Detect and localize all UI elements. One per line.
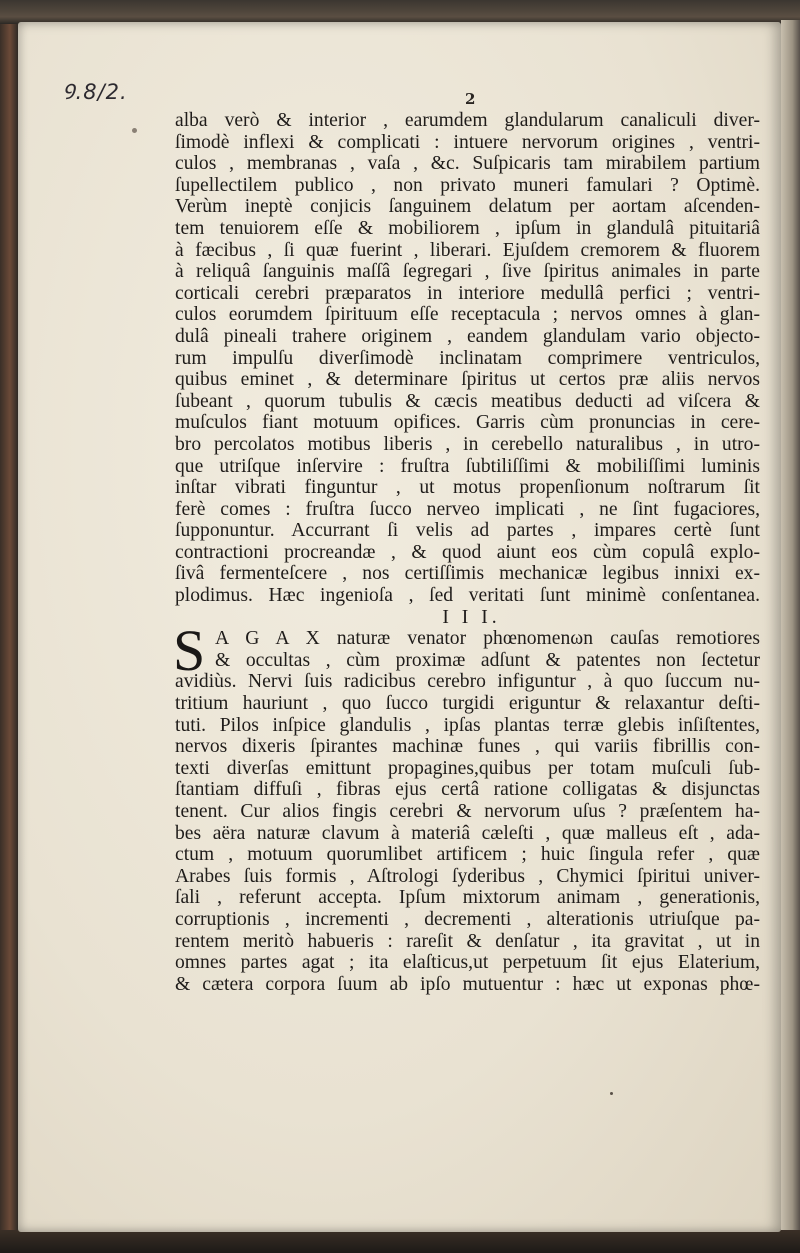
drop-cap: S bbox=[173, 618, 206, 684]
paragraph-two-opening bbox=[175, 628, 760, 671]
text-line: nervos dixeris ſpirantes machinæ funes , qui variis fibrillis con- bbox=[175, 736, 760, 758]
text-line: que utriſque inſervire : fruſtra ſubtiliſſimi & mobiliſſimi luminis bbox=[175, 455, 760, 477]
text-line: ſtantiam diffuſi , fibras ejus certâ ratione colligatas & disjunctas bbox=[175, 779, 760, 801]
text-line: Verùm ineptè conjicis ſanguinem delatum per aortam aſcenden- bbox=[175, 196, 760, 218]
text-line: quibus eminet , & determinare ſpiritus ut certos præ aliis nervos bbox=[175, 369, 760, 391]
text-line: texti diverſas emittunt propagines,quibus per totam muſculi ſub- bbox=[175, 757, 760, 779]
paragraph-two-body bbox=[175, 671, 760, 995]
text-line: tuti. Pilos inſpice glandulis , ipſas plantas terræ glebis inſiſtentes, bbox=[175, 714, 760, 736]
body-text bbox=[175, 110, 760, 995]
text-line: à reliquâ ſanguinis maſſâ ſegregari , ſive ſpiritus animales in parte bbox=[175, 261, 760, 283]
text-line: bes aëra naturæ clavum à materiâ cæleſti , quæ malleus eſt , ada- bbox=[175, 822, 760, 844]
text-line: ſubeant , quorum tubulis & cæcis meatibus deducti ad viſcera & bbox=[175, 390, 760, 412]
text-line: dulâ pineali trahere originem , eandem glandulam vario objecto- bbox=[175, 325, 760, 347]
text-line: avidiùs. Nervi ſuis radicibus cerebro infiguntur , à quo ſuccum nu- bbox=[175, 671, 760, 693]
ink-speck bbox=[132, 128, 137, 133]
text-line: corruptionis , incrementi , decrementi , alterationis utriuſque pa- bbox=[175, 908, 760, 930]
text-line: inſtar vibrati finguntur , ut motus propenſionum noſtrarum ſit bbox=[175, 477, 760, 499]
text-line: à fæcibus , ſi quæ fuerint , liberari. Ejuſdem cremorem & fluorem bbox=[175, 239, 760, 261]
next-page-edge bbox=[781, 20, 800, 1235]
text-line: ſali , referunt accepta. Ipſum mixtorum animam , generationis, bbox=[175, 887, 760, 909]
paragraph-one bbox=[175, 110, 760, 607]
text-line: tenent. Cur alios fingis cerebri & nervorum uſus ? præſentem ha- bbox=[175, 801, 760, 822]
ink-speck bbox=[610, 1092, 613, 1095]
text-line: muſculos fiant motuum opifices. Garris cùm pronuncias in cere- bbox=[175, 412, 760, 434]
text-line: ferè comes : fruſtra ſucco nerveo implicati , ne ſint fugaciores, bbox=[175, 498, 760, 520]
text-line: rum impulſu diverſimodè inclinatam comprimere ventriculos, bbox=[175, 347, 760, 369]
text-line: plodimus. Hæc ingenioſa , ſed veritati ſunt minimè conſentanea. bbox=[175, 585, 760, 607]
text-line: culos eorumdem ſpirituum eſſe receptacula ; nervos omnes à glan- bbox=[175, 304, 760, 326]
text-line: bro percolatos motibus liberis , in cerebello naturalibus , in utro- bbox=[175, 433, 760, 455]
text-line: ſupponuntur. Accurrant ſi velis ad partes , impares certè ſunt bbox=[175, 520, 760, 542]
text-line: Arabes ſuis formis , Aſtrologi ſyderibus , Chymici ſpiritui univer- bbox=[175, 865, 760, 887]
text-line: ſimodè inflexi & complicati : intuere nervorum origines , ventri- bbox=[175, 131, 760, 153]
text-line: tritium hauriunt , quo ſucco turgidi eriguntur & relaxantur deſti- bbox=[175, 693, 760, 715]
text-line: ctum , motuum quorumlibet artificem ; huic ſingula refer , quæ bbox=[175, 844, 760, 866]
text-line: culos , membranas , vaſa , &c. Suſpicaris tam mirabilem partium bbox=[175, 153, 760, 175]
text-line: corticali cerebri præparatos in interiore medullâ perfici ; ventri- bbox=[175, 282, 760, 304]
text-line: ſivâ fermenteſcere , nos certiſſimis mechanicæ legibus innixi ex- bbox=[175, 563, 760, 585]
section-number: I I I. bbox=[442, 606, 501, 628]
text-line: contractioni procreandæ , & quod aiunt eos cùm copulâ explo- bbox=[175, 541, 760, 563]
text-line: rentem meritò habueris : rareſit & denſatur , ita gravitat , ut in bbox=[175, 930, 760, 952]
bottom-edge bbox=[0, 1230, 800, 1253]
text-line: omnes partes agat ; ita elaſticus,ut perpetuum ſit ejus Elaterium, bbox=[175, 952, 760, 974]
paragraph-two bbox=[173, 618, 760, 995]
text-line: A G A X naturæ venator phœnomenωn cauſas remotiores bbox=[215, 628, 760, 650]
text-line: & occultas , cùm proximæ adſunt & patentes non ſectetur bbox=[215, 649, 760, 671]
text-line: & cætera corpora ſuum ab ipſo mutuentur : hæc ut exponas phœ- bbox=[175, 973, 760, 995]
page-number: 2 bbox=[465, 90, 476, 108]
top-binding-edge bbox=[0, 0, 800, 24]
text-line: ſupellectilem publico , non privato muneri famulari ? Optimè. bbox=[175, 174, 760, 196]
text-line: tem tenuiorem eſſe & mobiliorem , ipſum in glandulâ pituitariâ bbox=[175, 217, 760, 239]
text-line: alba verò & interior , earumdem glandularum canaliculi diver- bbox=[175, 110, 760, 131]
handwritten-shelfmark: Ꝯ.8/2. bbox=[62, 80, 128, 104]
